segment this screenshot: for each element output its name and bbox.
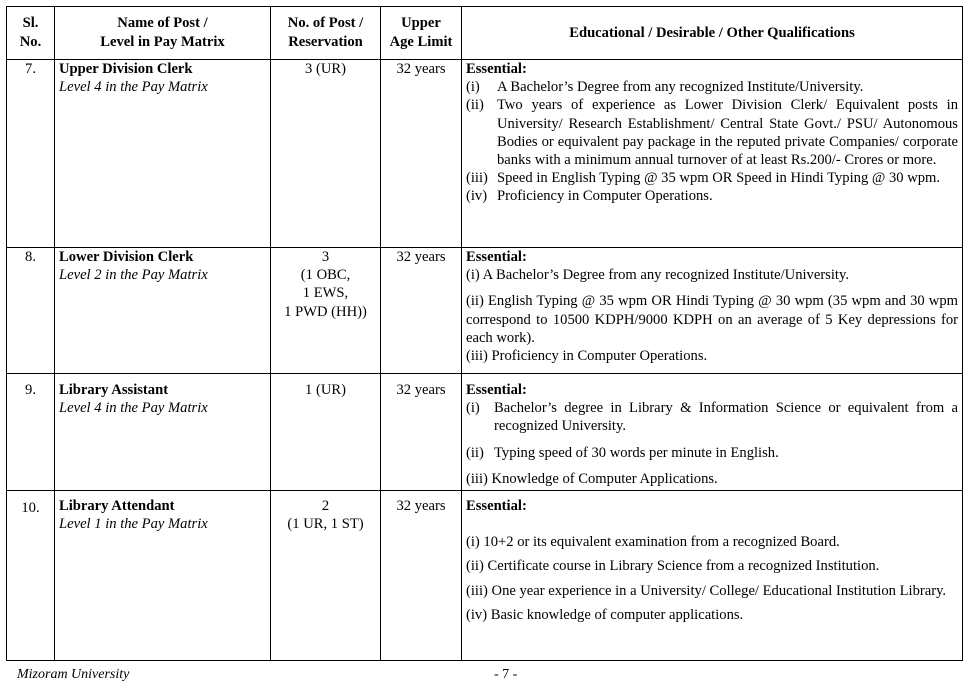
post-title: Library Assistant (59, 382, 169, 398)
table-row (7, 60, 963, 248)
page-number: - 7 - (494, 667, 518, 682)
post-count-cell (271, 491, 381, 661)
header-age: Upper Age Limit (381, 7, 462, 60)
post-count-line: (1 UR, 1 ST) (287, 516, 364, 533)
header-count: No. of Post / Reservation (271, 7, 381, 60)
post-name-cell (55, 491, 271, 661)
header-qual: Educational / Desirable / Other Qualifications (462, 7, 963, 60)
essential-label: Essential: (466, 61, 527, 77)
qualification-item: (i) A Bachelor’s Degree from any recognized Institute/University. (466, 79, 864, 96)
qualification-item: (ii) Certificate course in Library Science from a recognized Institution. (466, 558, 880, 575)
qualification-item: (iii) One year experience in a University/ College/ Educational Institution Library. (466, 582, 947, 599)
age-limit: 32 years (381, 60, 462, 248)
post-count-cell (271, 248, 381, 374)
post-name-cell (55, 374, 271, 491)
qualification-item: (i) 10+2 or its equivalent examination from a recognized Board. (466, 534, 840, 551)
row-sl: 7. (7, 60, 55, 248)
qualification-item: (i) Bachelor’s degree in Library & Information Science or equivalent from a recognized University. (466, 400, 958, 435)
header-sl: Sl. No. (7, 7, 55, 60)
qualification-cell (462, 248, 963, 374)
qualification-item: (iv) Proficiency in Computer Operations. (466, 188, 713, 205)
essential-label: Essential: (466, 382, 527, 398)
row-sl: 10. (7, 491, 55, 661)
pay-level: Level 2 in the Pay Matrix (59, 267, 208, 284)
table-row (7, 248, 963, 374)
qualification-item: (iii) Speed in English Typing @ 35 wpm OR Speed in Hindi Typing @ 30 wpm. (466, 170, 941, 187)
post-title: Lower Division Clerk (59, 249, 194, 265)
qualification-cell (462, 491, 963, 661)
post-count-line: (1 OBC, (300, 267, 351, 284)
qualification-item: (iv) Basic knowledge of computer applications. (466, 606, 744, 623)
pay-level: Level 4 in the Pay Matrix (59, 79, 208, 96)
footer-university: Mizoram University (17, 667, 130, 682)
qualification-cell (462, 374, 963, 491)
post-count-line: 2 (321, 498, 330, 514)
pay-level: Level 4 in the Pay Matrix (59, 400, 208, 417)
post-count-line: 3 (321, 249, 330, 265)
post-count-line: 1 EWS, (302, 285, 349, 302)
qualification-cell (462, 60, 963, 248)
essential-label: Essential: (466, 249, 527, 265)
post-title: Upper Division Clerk (59, 61, 193, 77)
age-limit: 32 years (381, 491, 462, 661)
age-limit: 32 years (381, 374, 462, 491)
post-count-cell (271, 374, 381, 491)
table-row (7, 491, 963, 661)
table-header-row (7, 7, 963, 60)
qualification-item: (ii) Typing speed of 30 words per minute in English. (466, 444, 779, 461)
header-name: Name of Post / Level in Pay Matrix (55, 7, 271, 60)
post-count-line: 3 (UR) (305, 61, 346, 77)
qualification-item: (ii) Two years of experience as Lower Division Clerk/ Equivalent posts in University/ Research Establishment/ Central State Govt./ PSU/ Autonomous Bodies or equivalent pay package in the reputed private Companies/ corporate banks with a minimum annual turnover of at least Rs.200/- Crores or more. (466, 97, 958, 169)
post-count-line: 1 (UR) (305, 382, 346, 398)
post-name-cell (55, 60, 271, 248)
post-count-cell (271, 60, 381, 248)
posts-table (6, 6, 963, 661)
essential-label: Essential: (466, 498, 527, 514)
qualification-item: (iii) Proficiency in Computer Operations. (466, 348, 708, 365)
table-row (7, 374, 963, 491)
qualification-item: (iii) Knowledge of Computer Applications. (466, 470, 718, 487)
row-sl: 9. (7, 374, 55, 491)
qualification-item: (ii) English Typing @ 35 wpm OR Hindi Typing @ 30 wpm (35 wpm and 30 wpm correspond to 10500 KDPH/9000 KDPH on an average of 5 Key depressions for each work). (466, 293, 958, 346)
post-title: Library Attendant (59, 498, 175, 514)
age-limit: 32 years (381, 248, 462, 374)
post-name-cell (55, 248, 271, 374)
qualification-item: (i) A Bachelor’s Degree from any recognized Institute/University. (466, 267, 849, 284)
row-sl: 8. (7, 248, 55, 374)
post-count-line: 1 PWD (HH)) (284, 303, 367, 320)
pay-level: Level 1 in the Pay Matrix (59, 516, 208, 533)
